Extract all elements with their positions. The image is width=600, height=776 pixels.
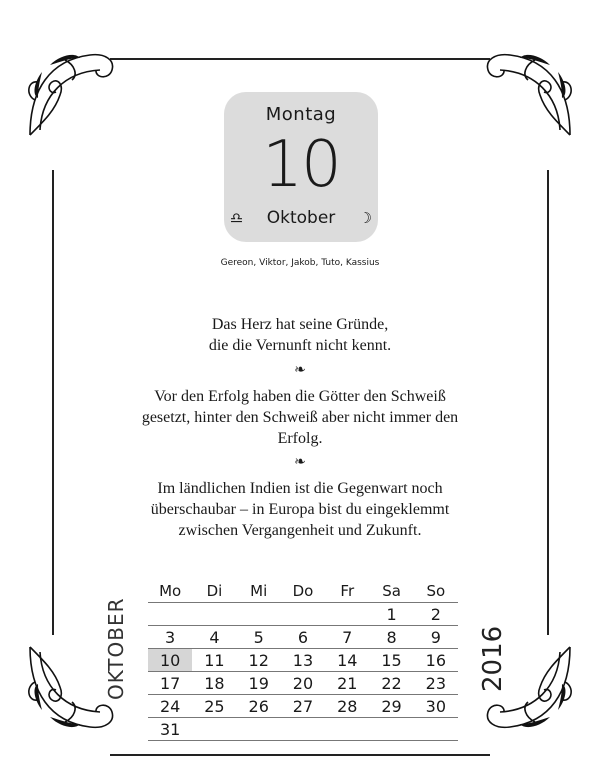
calendar-month-label: OKTOBER [104,597,128,700]
calendar-day-cell: 29 [369,695,413,718]
calendar-empty-cell [192,718,236,741]
calendar-empty-cell [281,718,325,741]
calendar-day-cell: 8 [369,626,413,649]
corner-ornament-top-right [470,40,580,150]
calendar-day-cell: 4 [192,626,236,649]
calendar-day-cell: 1 [369,603,413,626]
quote-line: zwischen Vergangenheit und Zukunft. [178,522,422,539]
frame-right-line [547,170,549,635]
calendar-day-cell: 6 [281,626,325,649]
weekday-header: Do [281,580,325,603]
weekday-header: Sa [369,580,413,603]
calendar-day-cell: 12 [237,649,281,672]
weekday-header: Fr [325,580,369,603]
calendar-empty-cell [414,718,458,741]
calendar-empty-cell [237,718,281,741]
fleuron-divider: ❧ [294,455,306,470]
calendar-empty-cell [325,603,369,626]
libra-icon: ♎︎ [229,209,244,227]
weekday-header: So [414,580,458,603]
calendar-day-cell: 11 [192,649,236,672]
frame-top-line [110,58,490,60]
calendar-week-row [148,718,458,741]
calendar-day-cell: 31 [148,718,192,741]
quote-line: gesetzt, hinter den Schweiß aber nicht immer den [141,409,459,426]
calendar-week-row [148,695,458,718]
month-row [224,208,378,228]
calendar-day-cell: 24 [148,695,192,718]
quote-3 [120,478,480,541]
calendar-day-cell: 28 [325,695,369,718]
calendar-day-cell: 26 [237,695,281,718]
calendar-day-cell: 20 [281,672,325,695]
calendar-day-cell: 9 [414,626,458,649]
calendar-day-cell: 3 [148,626,192,649]
fleuron-divider: ❧ [294,363,306,378]
calendar-day-cell: 14 [325,649,369,672]
calendar-week-row [148,649,458,672]
quote-2 [120,386,480,449]
calendar-empty-cell [148,603,192,626]
calendar-day-cell: 22 [369,672,413,695]
calendar-day-cell: 23 [414,672,458,695]
calendar-day-cell: 18 [192,672,236,695]
corner-ornament-top-left [20,40,130,150]
calendar-year-label: 2016 [478,625,508,692]
calendar-week-row [148,626,458,649]
calendar-day-cell: 2 [414,603,458,626]
calendar-empty-cell [192,603,236,626]
calendar-week-row [148,672,458,695]
calendar-day-cell: 16 [414,649,458,672]
weekday-header: Mi [237,580,281,603]
calendar-day-cell: 17 [148,672,192,695]
crescent-moon-icon: ☽ [358,209,373,227]
frame-left-line [52,170,54,635]
date-card [224,92,378,242]
day-number: 10 [262,128,340,202]
quote-line: die die Vernunft nicht kennt. [208,337,392,354]
calendar-day-cell: 27 [281,695,325,718]
calendar-empty-cell [325,718,369,741]
calendar-empty-cell [281,603,325,626]
calendar-day-cell: 5 [237,626,281,649]
weekday-header: Mo [148,580,192,603]
calendar-empty-cell [237,603,281,626]
calendar-day-cell: 15 [369,649,413,672]
quote-line: Das Herz hat seine Gründe, [211,316,389,333]
calendar-week-row [148,603,458,626]
calendar-day-cell: 7 [325,626,369,649]
calendar-day-cell: 19 [237,672,281,695]
calendar-day-cell: 10 [148,649,192,672]
quote-line: überschaubar – in Europa bist du eingeklemmt [150,501,450,518]
calendar-empty-cell [369,718,413,741]
name-days: Gereon, Viktor, Jakob, Tuto, Kassius [220,258,380,268]
calendar-day-cell: 25 [192,695,236,718]
weekday-header: Di [192,580,236,603]
weekday-label: Montag [265,104,337,125]
calendar-day-cell: 30 [414,695,458,718]
quote-line: Vor den Erfolg haben die Götter den Schweiß [154,388,446,405]
frame-bottom-line [110,754,490,756]
calendar-day-cell: 13 [281,649,325,672]
month-calendar [148,580,458,741]
quote-1 [120,314,480,356]
month-label: Oktober [266,208,336,228]
quote-line: Im ländlichen Indien ist die Gegenwart noch [157,480,443,497]
quote-line: Erfolg. [277,430,323,447]
weekday-header-row [148,580,458,603]
calendar-day-cell: 21 [325,672,369,695]
